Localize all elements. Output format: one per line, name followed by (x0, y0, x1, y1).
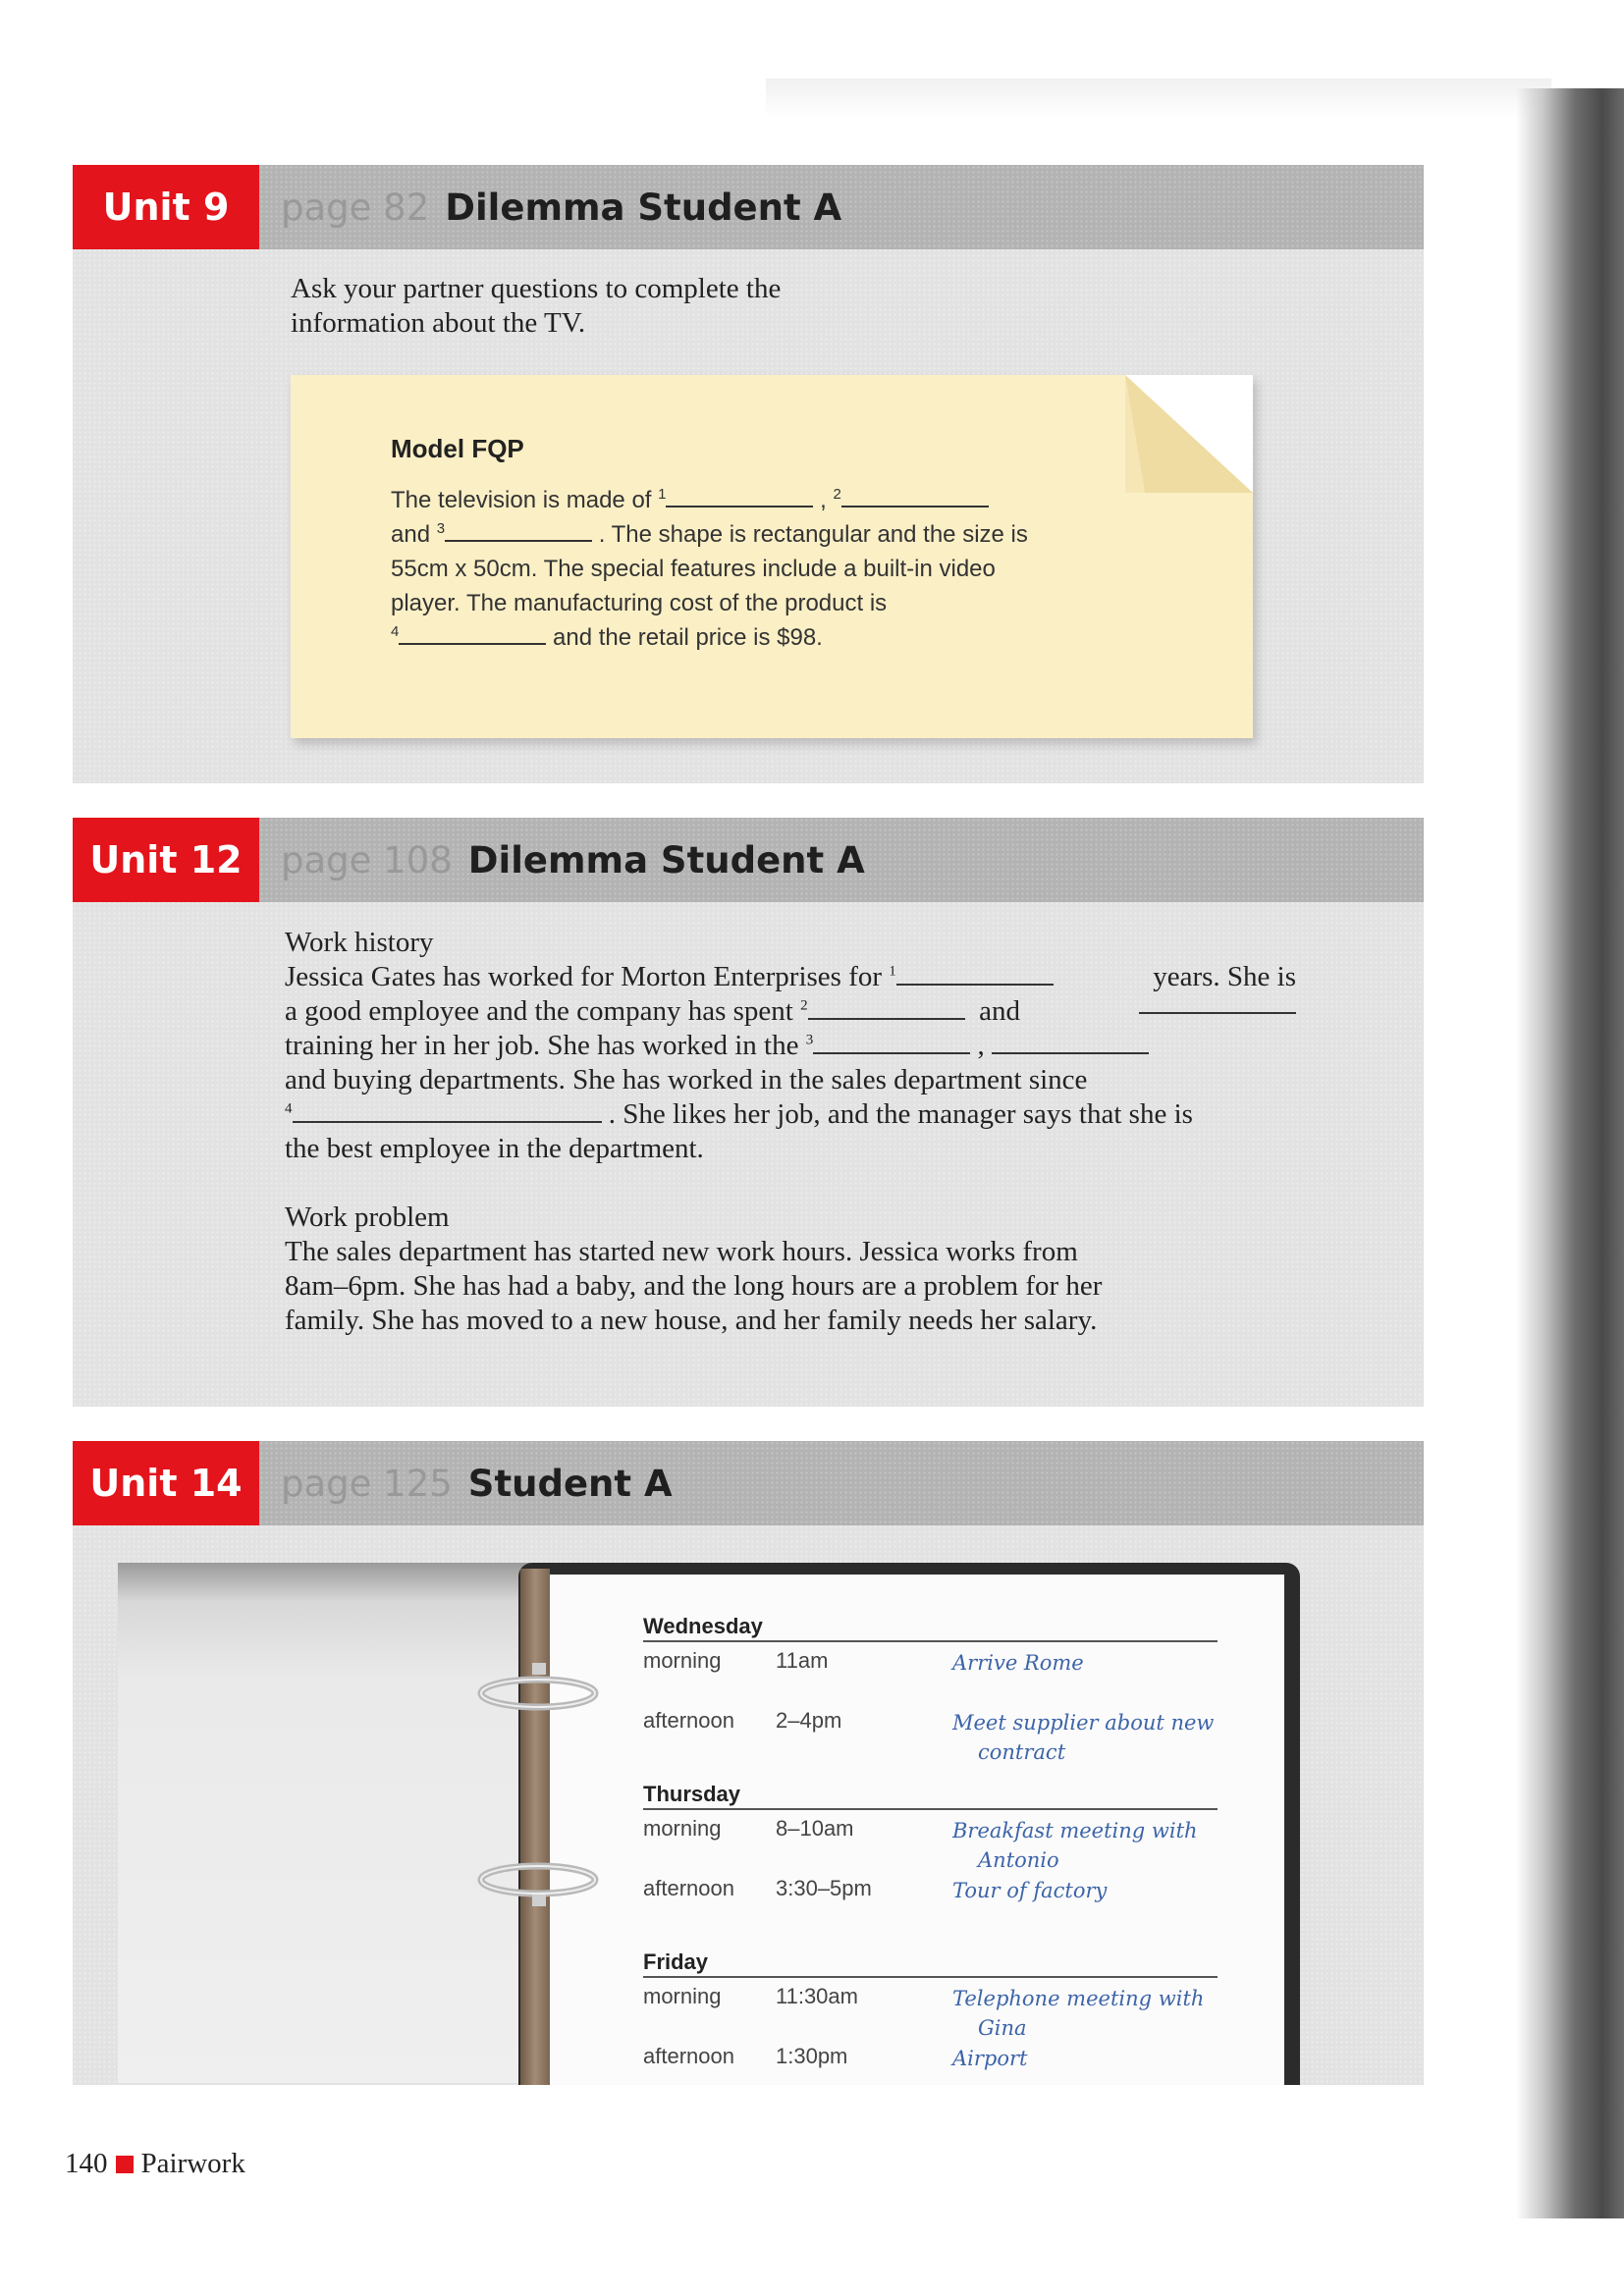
body-text: , (977, 1030, 985, 1061)
diary-day (643, 1949, 1218, 2104)
day-heading: Thursday (643, 1782, 1218, 1810)
handwritten-note (952, 1816, 1198, 1876)
handwritten-note (952, 1708, 1214, 1768)
body-text: Jessica Gates has worked for Morton Enterprises for (285, 961, 883, 992)
unit12-text (285, 926, 1296, 1338)
unit14-header (73, 1441, 1424, 1525)
note-line: Meet supplier about new (952, 1711, 1215, 1735)
body-text: the best employee in the department. (285, 1133, 704, 1164)
time: 2–4pm (776, 1708, 842, 1733)
diary-row (643, 1984, 1218, 2044)
blank-3a[interactable] (813, 1035, 970, 1054)
blank-number: 4 (391, 623, 400, 640)
blank-number: 2 (833, 486, 841, 503)
diary-row (643, 1876, 1218, 1936)
note-line: Gina (978, 2016, 1027, 2040)
folded-corner-icon (1125, 375, 1253, 493)
note-line: contract (978, 1740, 1066, 1764)
time: 8–10am (776, 1816, 854, 1841)
unit12-label: Unit 12 (73, 818, 259, 902)
body-text: 8am–6pm. She has had a baby, and the long hours are a problem for her (285, 1270, 1103, 1302)
page-footer (65, 2148, 245, 2180)
note-text: The television is made of (391, 487, 652, 513)
handwritten-note (952, 2044, 1027, 2104)
note-line: Telephone meeting with (952, 1987, 1205, 2010)
note-line: Tour of factory (952, 1879, 1108, 1902)
blank-number: 4 (285, 1100, 293, 1117)
day-heading: Wednesday (643, 1614, 1218, 1642)
unit12-page-ref: page 108 (281, 838, 453, 881)
note-text: player. The manufacturing cost of the product is (391, 590, 888, 616)
blank-3[interactable] (445, 522, 592, 542)
body-text: years. She is (1153, 961, 1296, 992)
page-number: 140 (65, 2148, 108, 2179)
blank-4[interactable] (293, 1103, 602, 1123)
time: 3:30–5pm (776, 1876, 872, 1900)
unit9-title (281, 165, 841, 249)
unit9-page-ref: page 82 (281, 186, 430, 229)
binder-ring-icon (469, 1845, 607, 1914)
period: morning (643, 1648, 722, 1673)
period: afternoon (643, 1876, 734, 1900)
blank-number: 2 (800, 997, 808, 1014)
time: 11:30am (776, 1984, 858, 2008)
diary-shadow (118, 1563, 530, 2083)
instruction-line-2: information about the TV. (291, 307, 586, 339)
blank-1[interactable] (896, 966, 1054, 986)
sticky-note (291, 375, 1253, 738)
unit12-heading: Dilemma Student A (467, 838, 865, 881)
handwritten-note (952, 1984, 1204, 2044)
handwritten-note (952, 1876, 1107, 1936)
unit14-heading: Student A (467, 1462, 673, 1505)
body-text: a good employee and the company has spent (285, 995, 793, 1027)
blank-4[interactable] (399, 625, 546, 645)
diary-entries (643, 1614, 1218, 2117)
blank-2b[interactable] (1139, 994, 1296, 1014)
handwritten-note (952, 1648, 1084, 1708)
diary-row (643, 1816, 1218, 1876)
blank-number: 1 (889, 963, 896, 980)
red-square-icon (116, 2156, 134, 2173)
binding-shadow (1516, 88, 1624, 2218)
note-line: Breakfast meeting with (952, 1819, 1198, 1842)
note-text: and (391, 521, 431, 548)
binder-ring-icon (469, 1659, 607, 1728)
body-text: The sales department has started new work hours. Jessica works from (285, 1236, 1078, 1267)
note-line: Airport (952, 2047, 1028, 2070)
unit9-label: Unit 9 (73, 165, 259, 249)
body-text: and buying departments. She has worked in the sales department since (285, 1064, 1088, 1095)
note-text: and the retail price is $98. (553, 624, 823, 651)
diary-spine (520, 1569, 550, 2085)
period: afternoon (643, 1708, 734, 1733)
note-line: Arrive Rome (952, 1651, 1084, 1675)
period: morning (643, 1984, 722, 2008)
blank-number: 3 (805, 1032, 814, 1048)
diary-row (643, 1708, 1218, 1768)
period: afternoon (643, 2044, 734, 2068)
unit14-page-ref: page 125 (281, 1462, 453, 1505)
body-text: training her in her job. She has worked in the (285, 1030, 799, 1061)
unit14-title (281, 1441, 673, 1525)
unit9-header (73, 165, 1424, 249)
blank-2a[interactable] (808, 1000, 965, 1020)
note-title: Model FQP (391, 434, 524, 463)
unit9-instructions (291, 272, 1076, 341)
unit12-title (281, 818, 865, 902)
work-problem-heading: Work problem (285, 1201, 450, 1233)
body-text: family. She has moved to a new house, and her family needs her salary. (285, 1305, 1098, 1336)
instruction-line-1: Ask your partner questions to complete the (291, 273, 782, 304)
note-line: Antonio (978, 1848, 1059, 1872)
top-shadow (766, 79, 1551, 118)
diary-row (643, 2044, 1218, 2104)
unit9-heading: Dilemma Student A (445, 186, 842, 229)
unit14-label: Unit 14 (73, 1441, 259, 1525)
diary-day (643, 1782, 1218, 1936)
blank-2[interactable] (841, 488, 989, 507)
body-text: . She likes her job, and the manager says that she is (608, 1098, 1193, 1130)
blank-3b[interactable] (992, 1035, 1149, 1054)
note-text: . The shape is rectangular and the size is (598, 521, 1028, 548)
time: 11am (776, 1648, 829, 1673)
period: morning (643, 1816, 722, 1841)
blank-number: 3 (436, 520, 446, 537)
day-heading: Friday (643, 1949, 1218, 1978)
note-text: 55cm x 50cm. The special features include a built-in video (391, 556, 996, 582)
footer-section: Pairwork (140, 2148, 245, 2179)
note-text: , (820, 487, 827, 513)
time: 1:30pm (776, 2044, 848, 2068)
note-body (391, 483, 1098, 655)
diary-row (643, 1648, 1218, 1708)
diary-day (643, 1614, 1218, 1768)
blank-number: 1 (658, 486, 667, 503)
blank-1[interactable] (666, 488, 813, 507)
body-text: and (979, 995, 1020, 1027)
work-history-heading: Work history (285, 927, 434, 958)
unit12-header (73, 818, 1424, 902)
